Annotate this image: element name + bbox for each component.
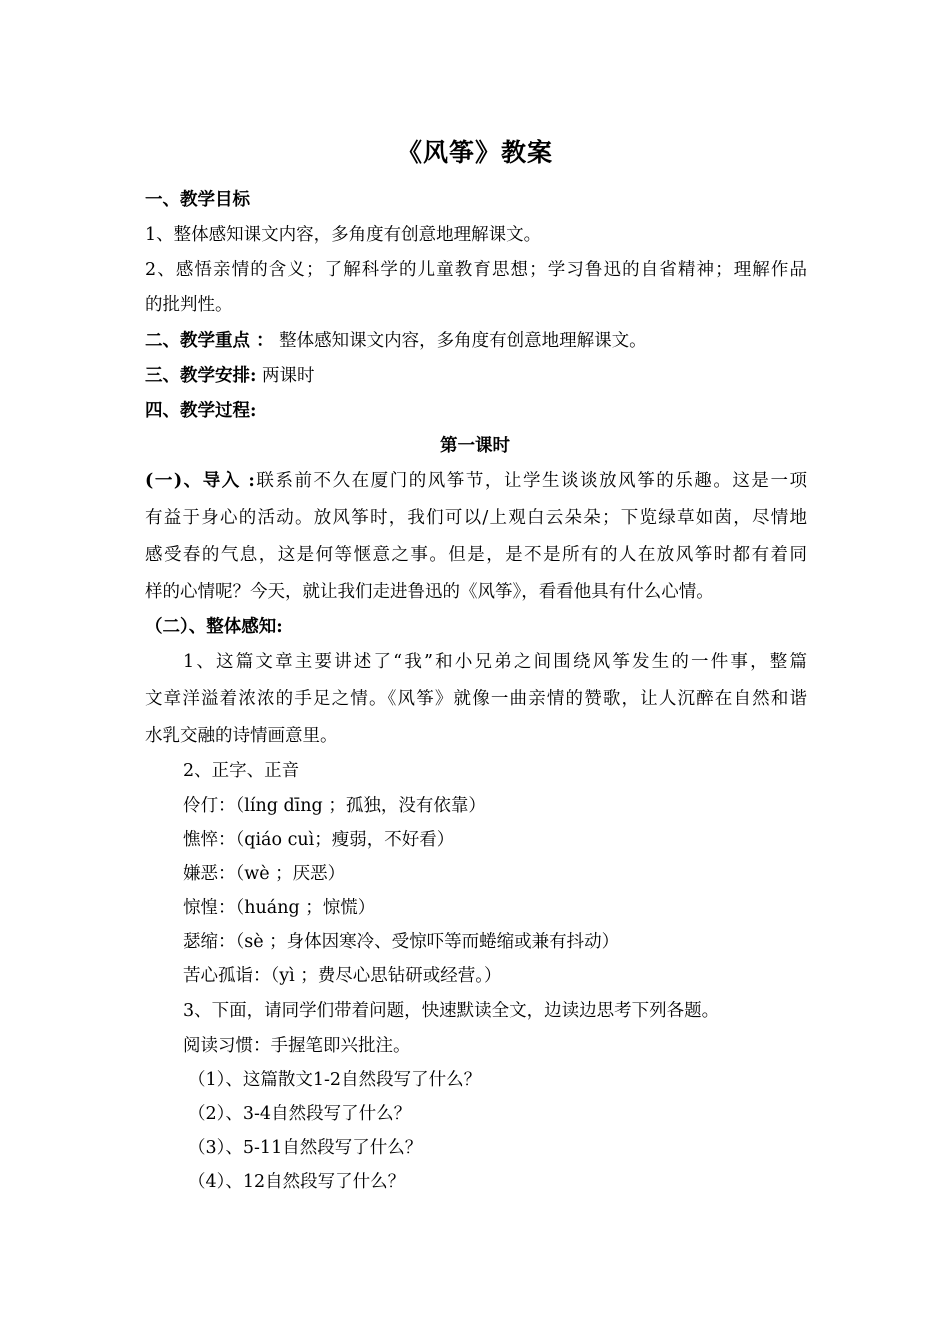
vocab-item: 瑟缩：（sè ；身体因寒冷、受惊吓等而蜷缩或兼有抖动）	[183, 932, 620, 952]
vocab-item: 伶仃：（líng dīng ；孤独，没有依靠）	[183, 796, 486, 816]
question-item: （1）、这篇散文1-2自然段写了什么？	[188, 1070, 482, 1090]
intro-paragraph-line: 感受春的气息，这是何等惬意之事。但是，是不是所有的人在放风筝时都有着同	[145, 545, 807, 565]
lesson-heading: 第一课时	[440, 436, 510, 456]
intro-paragraph-line: 样的心情呢？今天，就让我们走进鲁迅的《风筝》，看看他具有什么心情。	[145, 582, 714, 602]
perception-paragraph-line: 水乳交融的诗情画意里。	[145, 726, 338, 746]
vocab-item: 惊惶：（huáng ；惊慌）	[183, 898, 376, 918]
question-item: （2）、3-4自然段写了什么？	[188, 1104, 412, 1124]
intro-paragraph-line: 有益于身心的活动。放风筝时，我们可以/上观白云朵朵；下览绿草如茵，尽情地	[145, 508, 807, 528]
vocab-item: 嫌恶：（wè ；厌恶）	[183, 864, 346, 884]
document-title: 《风筝》教案	[396, 138, 553, 167]
intro-label: (一)、导入 :	[145, 471, 255, 491]
intro-text: 联系前不久在厦门的风筝节，让学生谈谈放风筝的乐趣。这是一项	[254, 471, 807, 491]
section-heading-process: 四、教学过程:	[145, 401, 257, 421]
question-item: （3）、5-11自然段写了什么？	[188, 1138, 423, 1158]
section-label: 二、教学重点 ：	[145, 331, 274, 351]
section-key-points	[145, 329, 647, 353]
vocab-item: 苦心孤诣：（yì ；费尽心思钻研或经营。）	[183, 966, 502, 986]
perception-paragraph-line: 文章洋溢着浓浓的手足之情。《风筝》就像一曲亲情的赞歌，让人沉醉在自然和谐	[145, 689, 807, 709]
section-schedule	[145, 364, 315, 388]
goal-item: 1、整体感知课文内容，多角度有创意地理解课文。	[145, 225, 542, 245]
question-item: （4）、12自然段写了什么？	[188, 1172, 406, 1192]
vocab-item: 憔悴：（qiáo cuì；瘦弱，不好看）	[183, 830, 455, 850]
section-heading-goals: 一、教学目标	[145, 190, 250, 210]
pronunciation-heading: 2、正字、正音	[183, 761, 300, 781]
goal-item-continuation: 的批判性。	[145, 295, 233, 315]
reading-habit: 阅读习惯：手握笔即兴批注。	[183, 1036, 411, 1056]
section-label: 三、教学安排:	[145, 366, 257, 386]
section-text: 整体感知课文内容，多角度有创意地理解课文。	[279, 331, 647, 351]
intro-paragraph-line	[145, 469, 807, 493]
goal-item: 2、感悟亲情的含义；了解科学的儿童教育思想；学习鲁迅的自省精神；理解作品	[145, 260, 807, 280]
perception-heading: （二）、整体感知:	[145, 617, 283, 637]
reading-task: 3、下面，请同学们带着问题，快速默读全文，边读边思考下列各题。	[183, 1001, 720, 1021]
section-text: 两课时	[262, 366, 315, 386]
perception-paragraph-line: 1、这篇文章主要讲述了“我”和小兄弟之间围绕风筝发生的一件事，整篇	[183, 652, 807, 672]
